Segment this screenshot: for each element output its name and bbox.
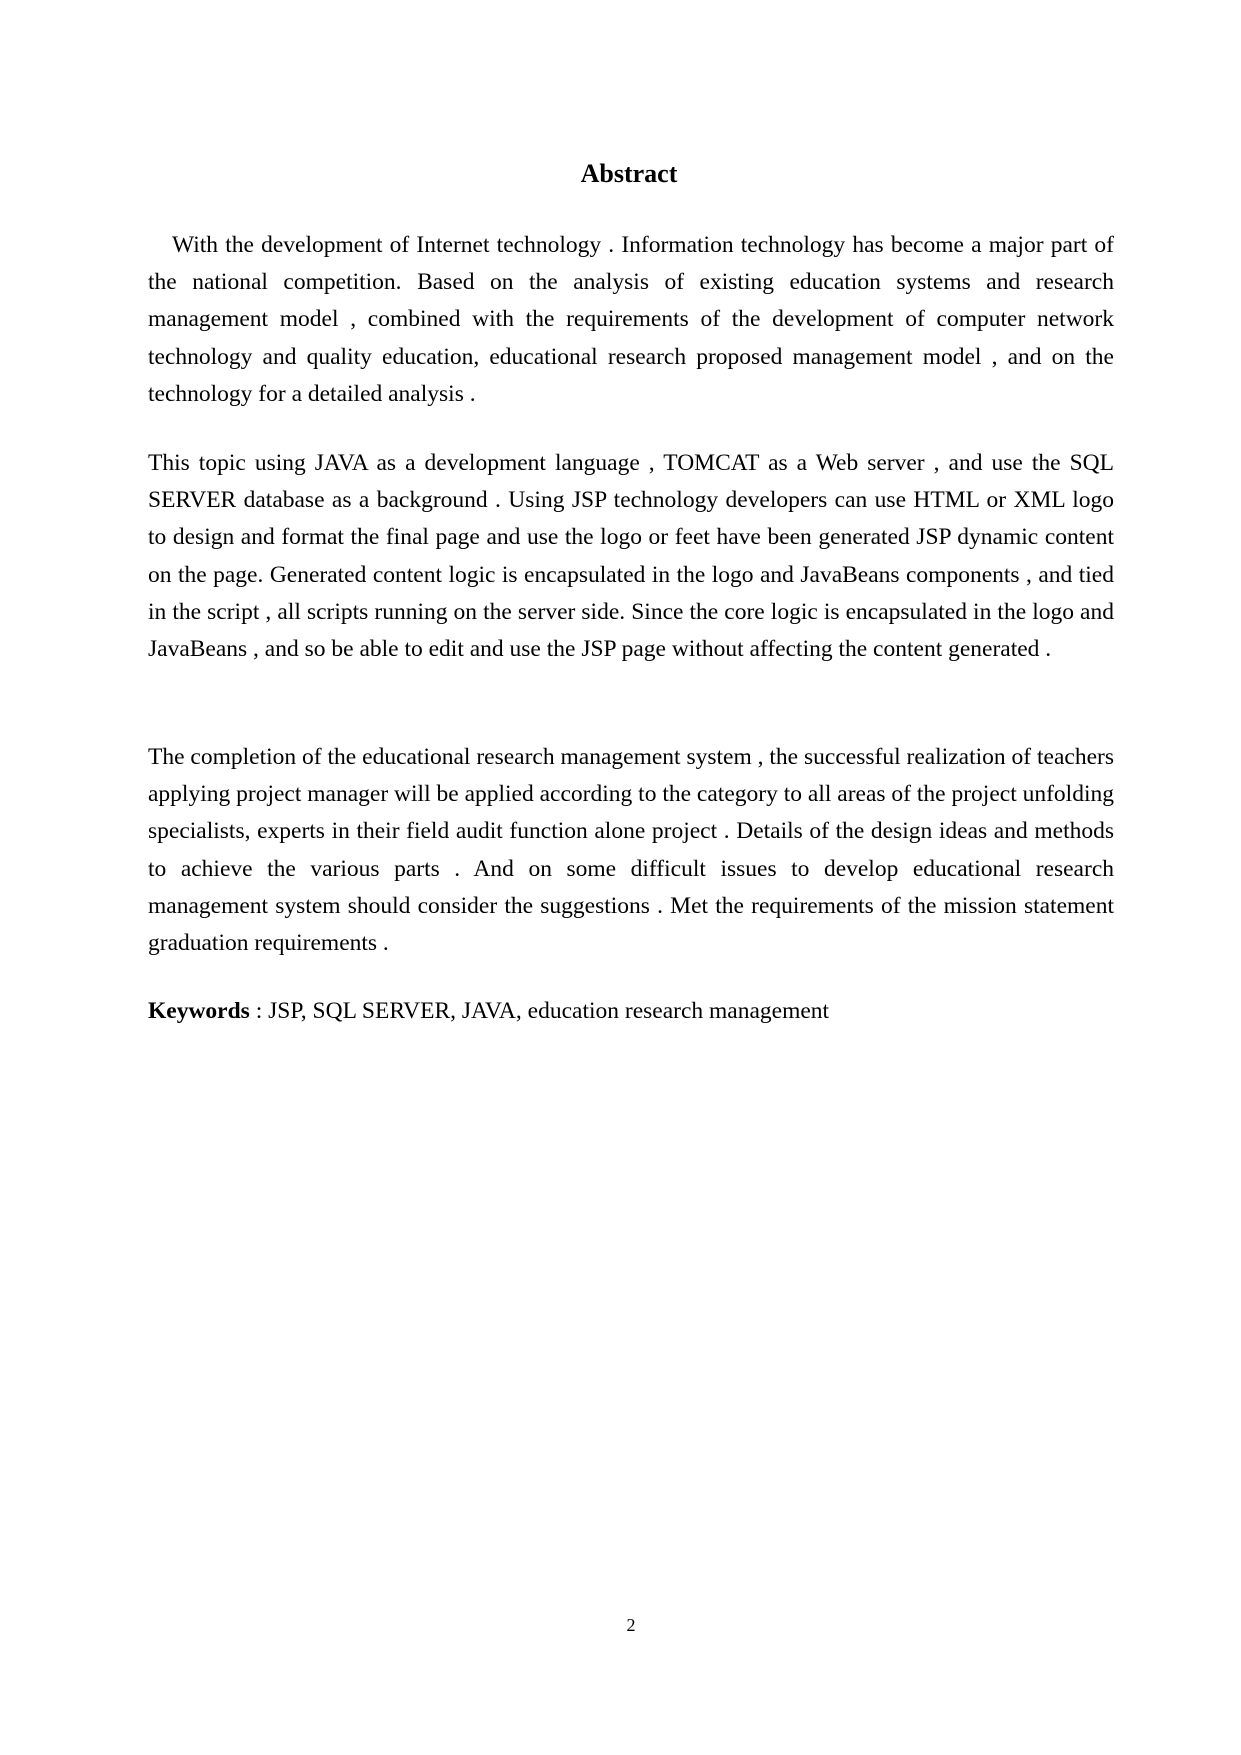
abstract-paragraph-3: The completion of the educational research management system , the successful realization of teachers applying project manager will be applied according to the category to all areas of the project unfolding specialists, experts in their field audit function alone project . Details of the design ideas and methods to achieve the various parts . And on some difficult issues to develop educational research management system should consider the suggestions . Met the requirements of the mission statement graduation requirements . [148,744,1114,957]
keywords-list: : JSP, SQL SERVER, JAVA, education research management [249,998,830,1024]
abstract-paragraph-2: This topic using JAVA as a development language , TOMCAT as a Web server , and use the SQL SERVER database as a background . Using JSP technology developers can use HTML or XML logo to design and format the final page and use the logo or feet have been generated JSP dynamic content on the page. Generated content logic is encapsulated in the logo and JavaBeans components , and tied in the script , all scripts running on the server side. Since the core logic is encapsulated in the logo and JavaBeans , and so be able to edit and use the JSP page without affecting the content generated . [148,450,1114,663]
page-title: Abstract [580,159,678,188]
keywords-line [148,993,1114,1030]
keywords-label: Keywords [148,998,250,1024]
abstract-paragraph-1: With the development of Internet technology . Information technology has become a major part of the national competition. Based on the analysis of existing education systems and research management model , combined with the requirements of the development of computer network technology and quality education, educational research proposed management model , and on the technology for a detailed analysis . [148,232,1114,407]
page-number: 2 [626,1615,636,1635]
